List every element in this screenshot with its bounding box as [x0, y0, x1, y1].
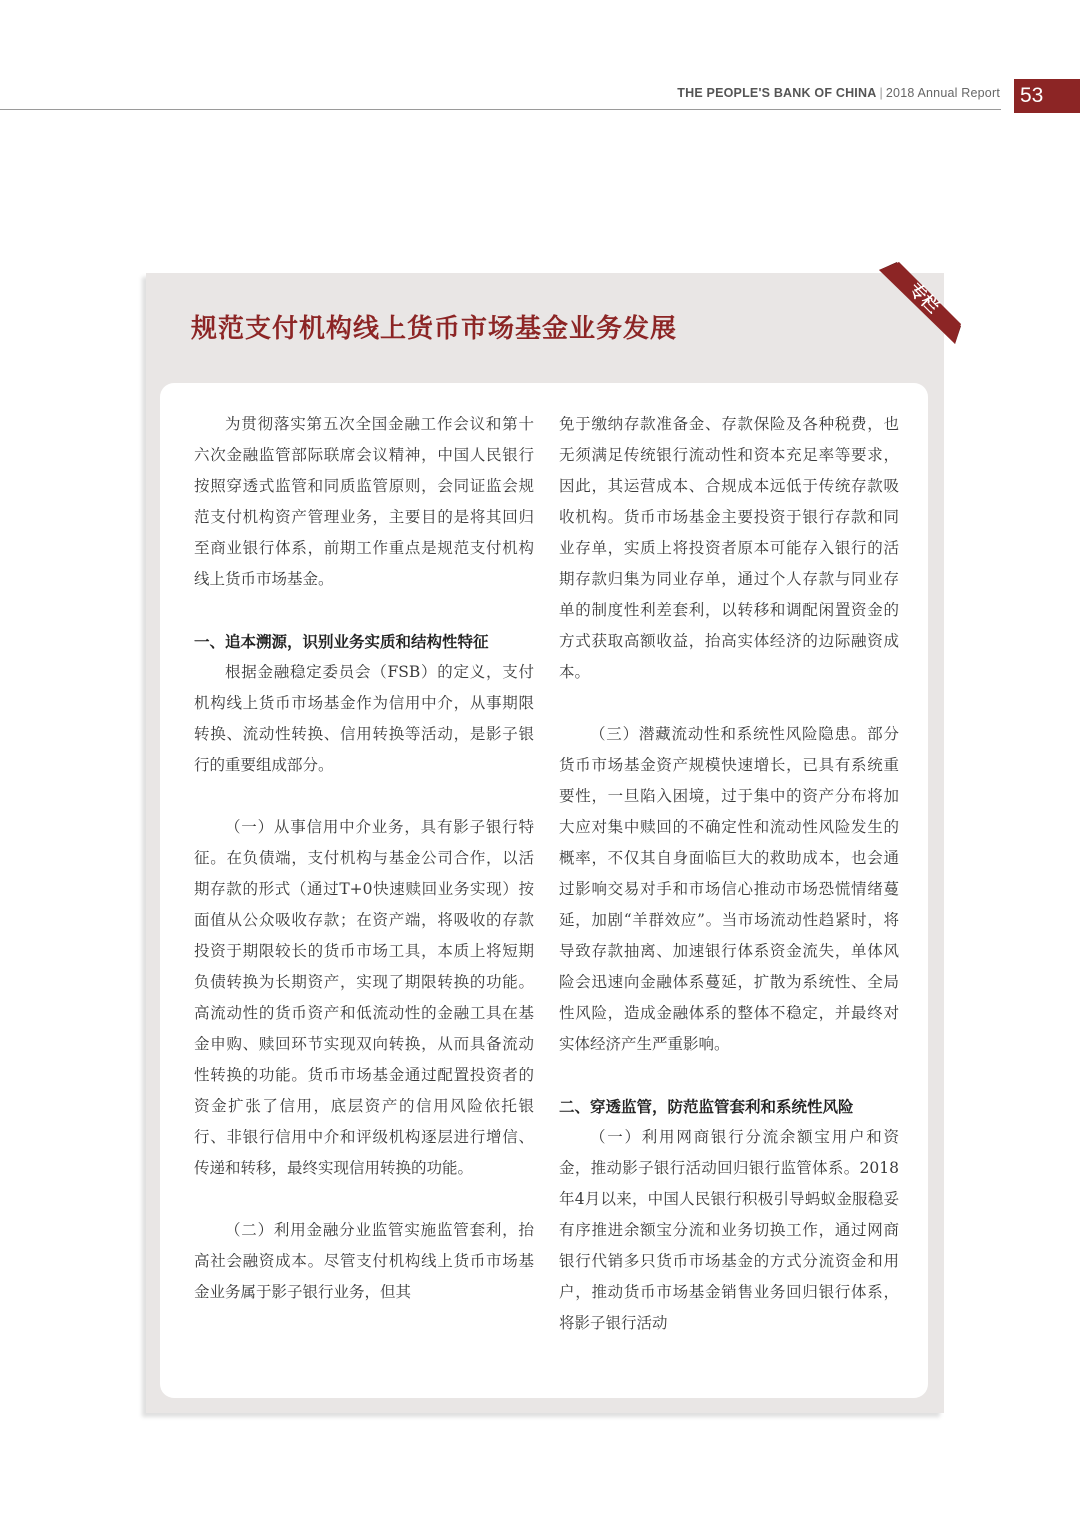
paragraph-credit-intermediation: （一）从事信用中介业务，具有影子银行特征。在负债端，支付机构与基金公司合作，以活期存款的形式（通过T+0快速赎回业务实现）按面值从公众吸收存款；在资产端，将吸收的存款投资于期限较长的货币市场工具，本质上将短期负债转换为长期资产，实现了期限转换的功能。高流动性的货币资产和低流动性的金融工具在基金申购、赎回环节实现双向转换，从而具备流动性转换的功能。货币市场基金通过配置投资者的资金扩张了信用，底层资产的信用风险依托银行、非银行信用中介和评级机构逐层进行增信、传递和转移，最终实现信用转换的功能。 [194, 818, 534, 1177]
paragraph-fsb-definition: 根据金融稳定委员会（FSB）的定义，支付机构线上货币市场基金作为信用中介，从事期限转换、流动性转换、信用转换等活动，是影子银行的重要组成部分。 [194, 663, 534, 774]
ribbon-label: 专栏 [904, 279, 943, 318]
header-rule [0, 109, 1001, 110]
section-heading-2: 二、穿透监管，防范监管套利和系统性风险 [559, 1097, 854, 1116]
paragraph-arbitrage-continued: 免于缴纳存款准备金、存款保险及各种税费，也无须满足传统银行流动性和资本充足率等要求，因此，其运营成本、合规成本远低于传统存款吸收机构。货币市场基金主要投资于银行存款和同业存单，实质上将投资者原本可能存入银行的活期存款归集为同业存单，通过个人存款与同业存单的制度性利差套利，以转移和调配闲置资金的方式获取高额收益，抬高实体经济的边际融资成本。 [559, 415, 899, 681]
header-bank-name: THE PEOPLE'S BANK OF CHINA [677, 86, 877, 100]
header-separator: | [879, 86, 883, 100]
page-number: 53 [1014, 79, 1080, 113]
running-header [677, 86, 1000, 100]
section-heading-1: 一、追本溯源，识别业务实质和结构性特征 [194, 632, 489, 651]
paragraph-regulatory-arbitrage: （二）利用金融分业监管实施监管套利，抬高社会融资成本。尽管支付机构线上货币市场基金业务属于影子银行业务，但其 [194, 1221, 534, 1301]
paragraph-systemic-risk: （三）潜藏流动性和系统性风险隐患。部分货币市场基金资产规模快速增长，已具有系统重要性，一旦陷入困境，过于集中的资产分布将加大应对集中赎回的不确定性和流动性风险发生的概率，不仅其自身面临巨大的救助成本，也会通过影响交易对手和市场信心推动市场恐慌情绪蔓延，加剧“羊群效应”。当市场流动性趋紧时，将导致存款抽离、加速银行体系资金流失，单体风险会迅速向金融体系蔓延，扩散为系统性、全局性风险，造成金融体系的整体不稳定，并最终对实体经济产生严重影响。 [559, 725, 899, 1053]
left-column [194, 409, 534, 1308]
box-title: 规范支付机构线上货币市场基金业务发展 [191, 314, 678, 344]
column-ribbon-badge [875, 258, 965, 348]
header-report-title: 2018 Annual Report [885, 86, 1000, 100]
right-column [559, 409, 899, 1339]
paragraph-mybank-diversion: （一）利用网商银行分流余额宝用户和资金，推动影子银行活动回归银行监管体系。2018年4月以来，中国人民银行积极引导蚂蚁金服稳妥有序推进余额宝分流和业务切换工作，通过网商银行代销多只货币市场基金的方式分流资金和用户，推动货币市场基金销售业务回归银行体系，将影子银行活动 [559, 1128, 899, 1332]
paragraph-intro: 为贯彻落实第五次全国金融工作会议和第十六次金融监管部际联席会议精神，中国人民银行按照穿透式监管和同质监管原则，会同证监会规范支付机构资产管理业务，主要目的是将其回归至商业银行体系，前期工作重点是规范支付机构线上货币市场基金。 [194, 415, 534, 588]
